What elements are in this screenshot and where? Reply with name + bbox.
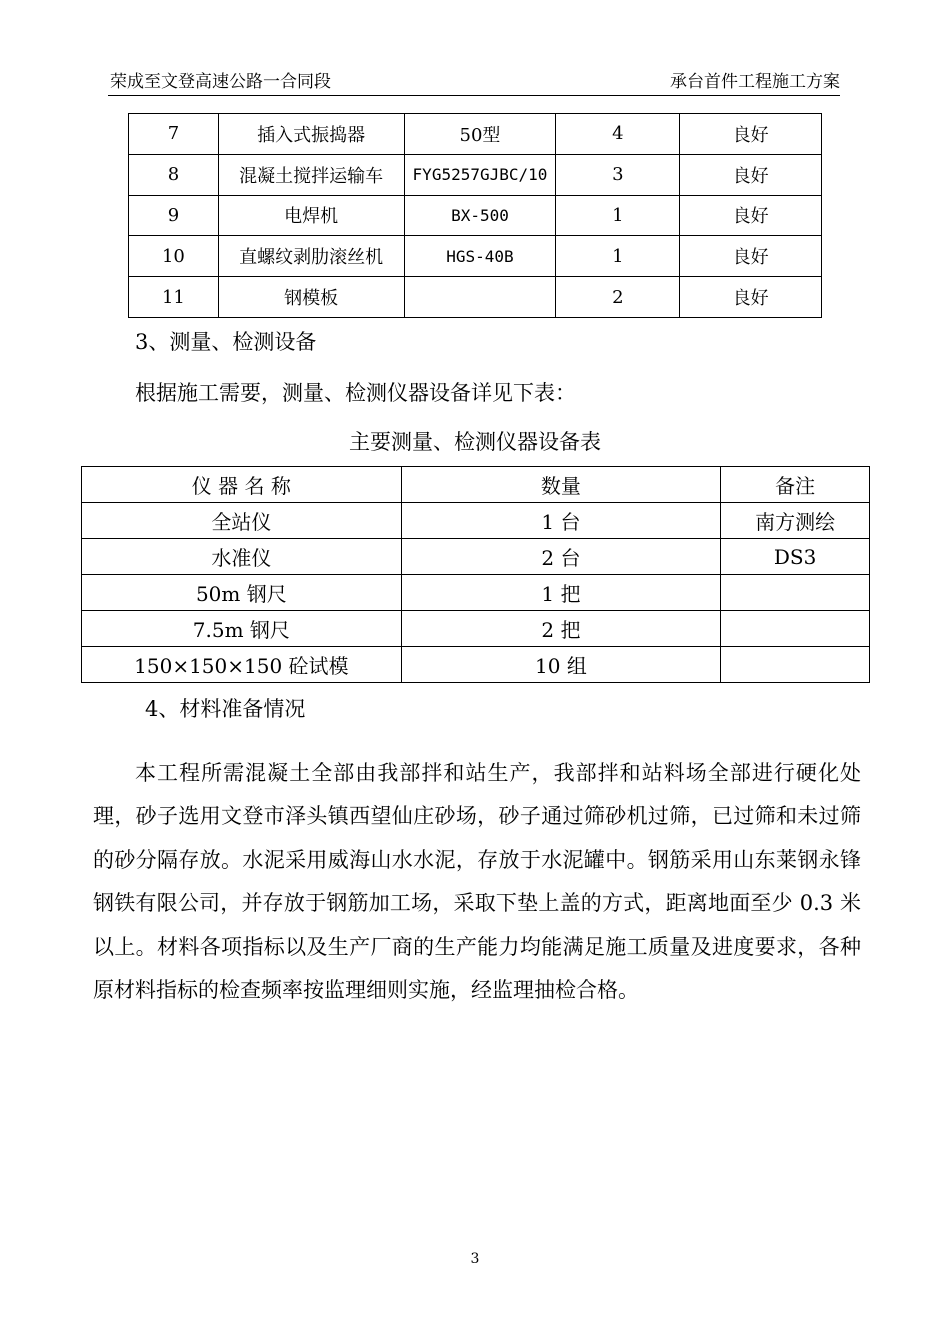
instrument-qty: 1 台 bbox=[401, 503, 720, 539]
equipment-no: 10 bbox=[129, 236, 219, 277]
instrument-note bbox=[721, 575, 870, 611]
equipment-name: 混凝土搅拌运输车 bbox=[218, 154, 404, 195]
equipment-status: 良好 bbox=[680, 195, 822, 236]
equipment-status: 良好 bbox=[680, 154, 822, 195]
header-divider bbox=[108, 95, 840, 96]
column-header-note: 备注 bbox=[721, 467, 870, 503]
table-row bbox=[129, 114, 822, 155]
table-row bbox=[82, 503, 870, 539]
table-header-row bbox=[82, 467, 870, 503]
equipment-no: 11 bbox=[129, 277, 219, 318]
equipment-name: 直螺纹剥肋滚丝机 bbox=[218, 236, 404, 277]
table-row bbox=[129, 277, 822, 318]
column-header-name: 仪 器 名 称 bbox=[82, 467, 402, 503]
equipment-qty: 4 bbox=[556, 114, 680, 155]
equipment-name: 钢模板 bbox=[218, 277, 404, 318]
page-number: 3 bbox=[470, 1251, 480, 1267]
instrument-table-caption: 主要测量、检测仪器设备表 bbox=[349, 430, 601, 454]
equipment-model: HGS-40B bbox=[404, 236, 556, 277]
equipment-status: 良好 bbox=[680, 114, 822, 155]
equipment-name: 电焊机 bbox=[218, 195, 404, 236]
equipment-model: BX-500 bbox=[404, 195, 556, 236]
instrument-name: 7.5m 钢尺 bbox=[82, 611, 402, 647]
table-row bbox=[129, 195, 822, 236]
instrument-qty: 2 台 bbox=[401, 539, 720, 575]
equipment-no: 9 bbox=[129, 195, 219, 236]
table-row bbox=[129, 154, 822, 195]
equipment-model bbox=[404, 277, 556, 318]
header-project-name: 荣成至文登高速公路一合同段 bbox=[110, 72, 331, 92]
table-row bbox=[82, 575, 870, 611]
table-row bbox=[129, 236, 822, 277]
instrument-name: 50m 钢尺 bbox=[82, 575, 402, 611]
instrument-name: 水准仪 bbox=[82, 539, 402, 575]
materials-paragraph: 本工程所需混凝土全部由我部拌和站生产，我部拌和站料场全部进行硬化处理，砂子选用文登市泽头镇西望仙庄砂场，砂子通过筛砂机过筛，已过筛和未过筛的砂分隔存放。水泥采用威海山水水泥，存放于水泥罐中。钢筋采用山东莱钢永锋钢铁有限公司，并存放于钢筋加工场，采取下垫上盖的方式，距离地面至少 0.3 米以上。材料各项指标以及生产厂商的生产能力均能满足施工质量及进度要求，各种原材料指标的检查频率按监理细则实施，经监理抽检合格。 bbox=[93, 761, 861, 1003]
equipment-table bbox=[128, 113, 822, 318]
instrument-note bbox=[721, 611, 870, 647]
instrument-qty: 1 把 bbox=[401, 575, 720, 611]
equipment-qty: 1 bbox=[556, 195, 680, 236]
instrument-table bbox=[81, 466, 870, 683]
equipment-model: 50型 bbox=[404, 114, 556, 155]
section-3-heading: 3、测量、检测设备 bbox=[135, 330, 317, 354]
equipment-no: 8 bbox=[129, 154, 219, 195]
equipment-qty: 1 bbox=[556, 236, 680, 277]
equipment-name: 插入式振捣器 bbox=[218, 114, 404, 155]
equipment-qty: 3 bbox=[556, 154, 680, 195]
instrument-note: DS3 bbox=[721, 539, 870, 575]
instrument-qty: 2 把 bbox=[401, 611, 720, 647]
section-4-heading: 4、材料准备情况 bbox=[145, 697, 306, 721]
instrument-name: 150×150×150 砼试模 bbox=[82, 647, 402, 683]
instrument-name: 全站仪 bbox=[82, 503, 402, 539]
section-3-intro: 根据施工需要，测量、检测仪器设备详见下表： bbox=[135, 381, 576, 405]
column-header-qty: 数量 bbox=[401, 467, 720, 503]
header-document-title: 承台首件工程施工方案 bbox=[670, 72, 840, 92]
table-row bbox=[82, 539, 870, 575]
instrument-qty: 10 组 bbox=[401, 647, 720, 683]
equipment-qty: 2 bbox=[556, 277, 680, 318]
equipment-no: 7 bbox=[129, 114, 219, 155]
instrument-note bbox=[721, 647, 870, 683]
table-row bbox=[82, 647, 870, 683]
equipment-status: 良好 bbox=[680, 277, 822, 318]
equipment-status: 良好 bbox=[680, 236, 822, 277]
equipment-model: FYG5257GJBC/10 bbox=[404, 154, 556, 195]
instrument-note: 南方测绘 bbox=[721, 503, 870, 539]
table-row bbox=[82, 611, 870, 647]
